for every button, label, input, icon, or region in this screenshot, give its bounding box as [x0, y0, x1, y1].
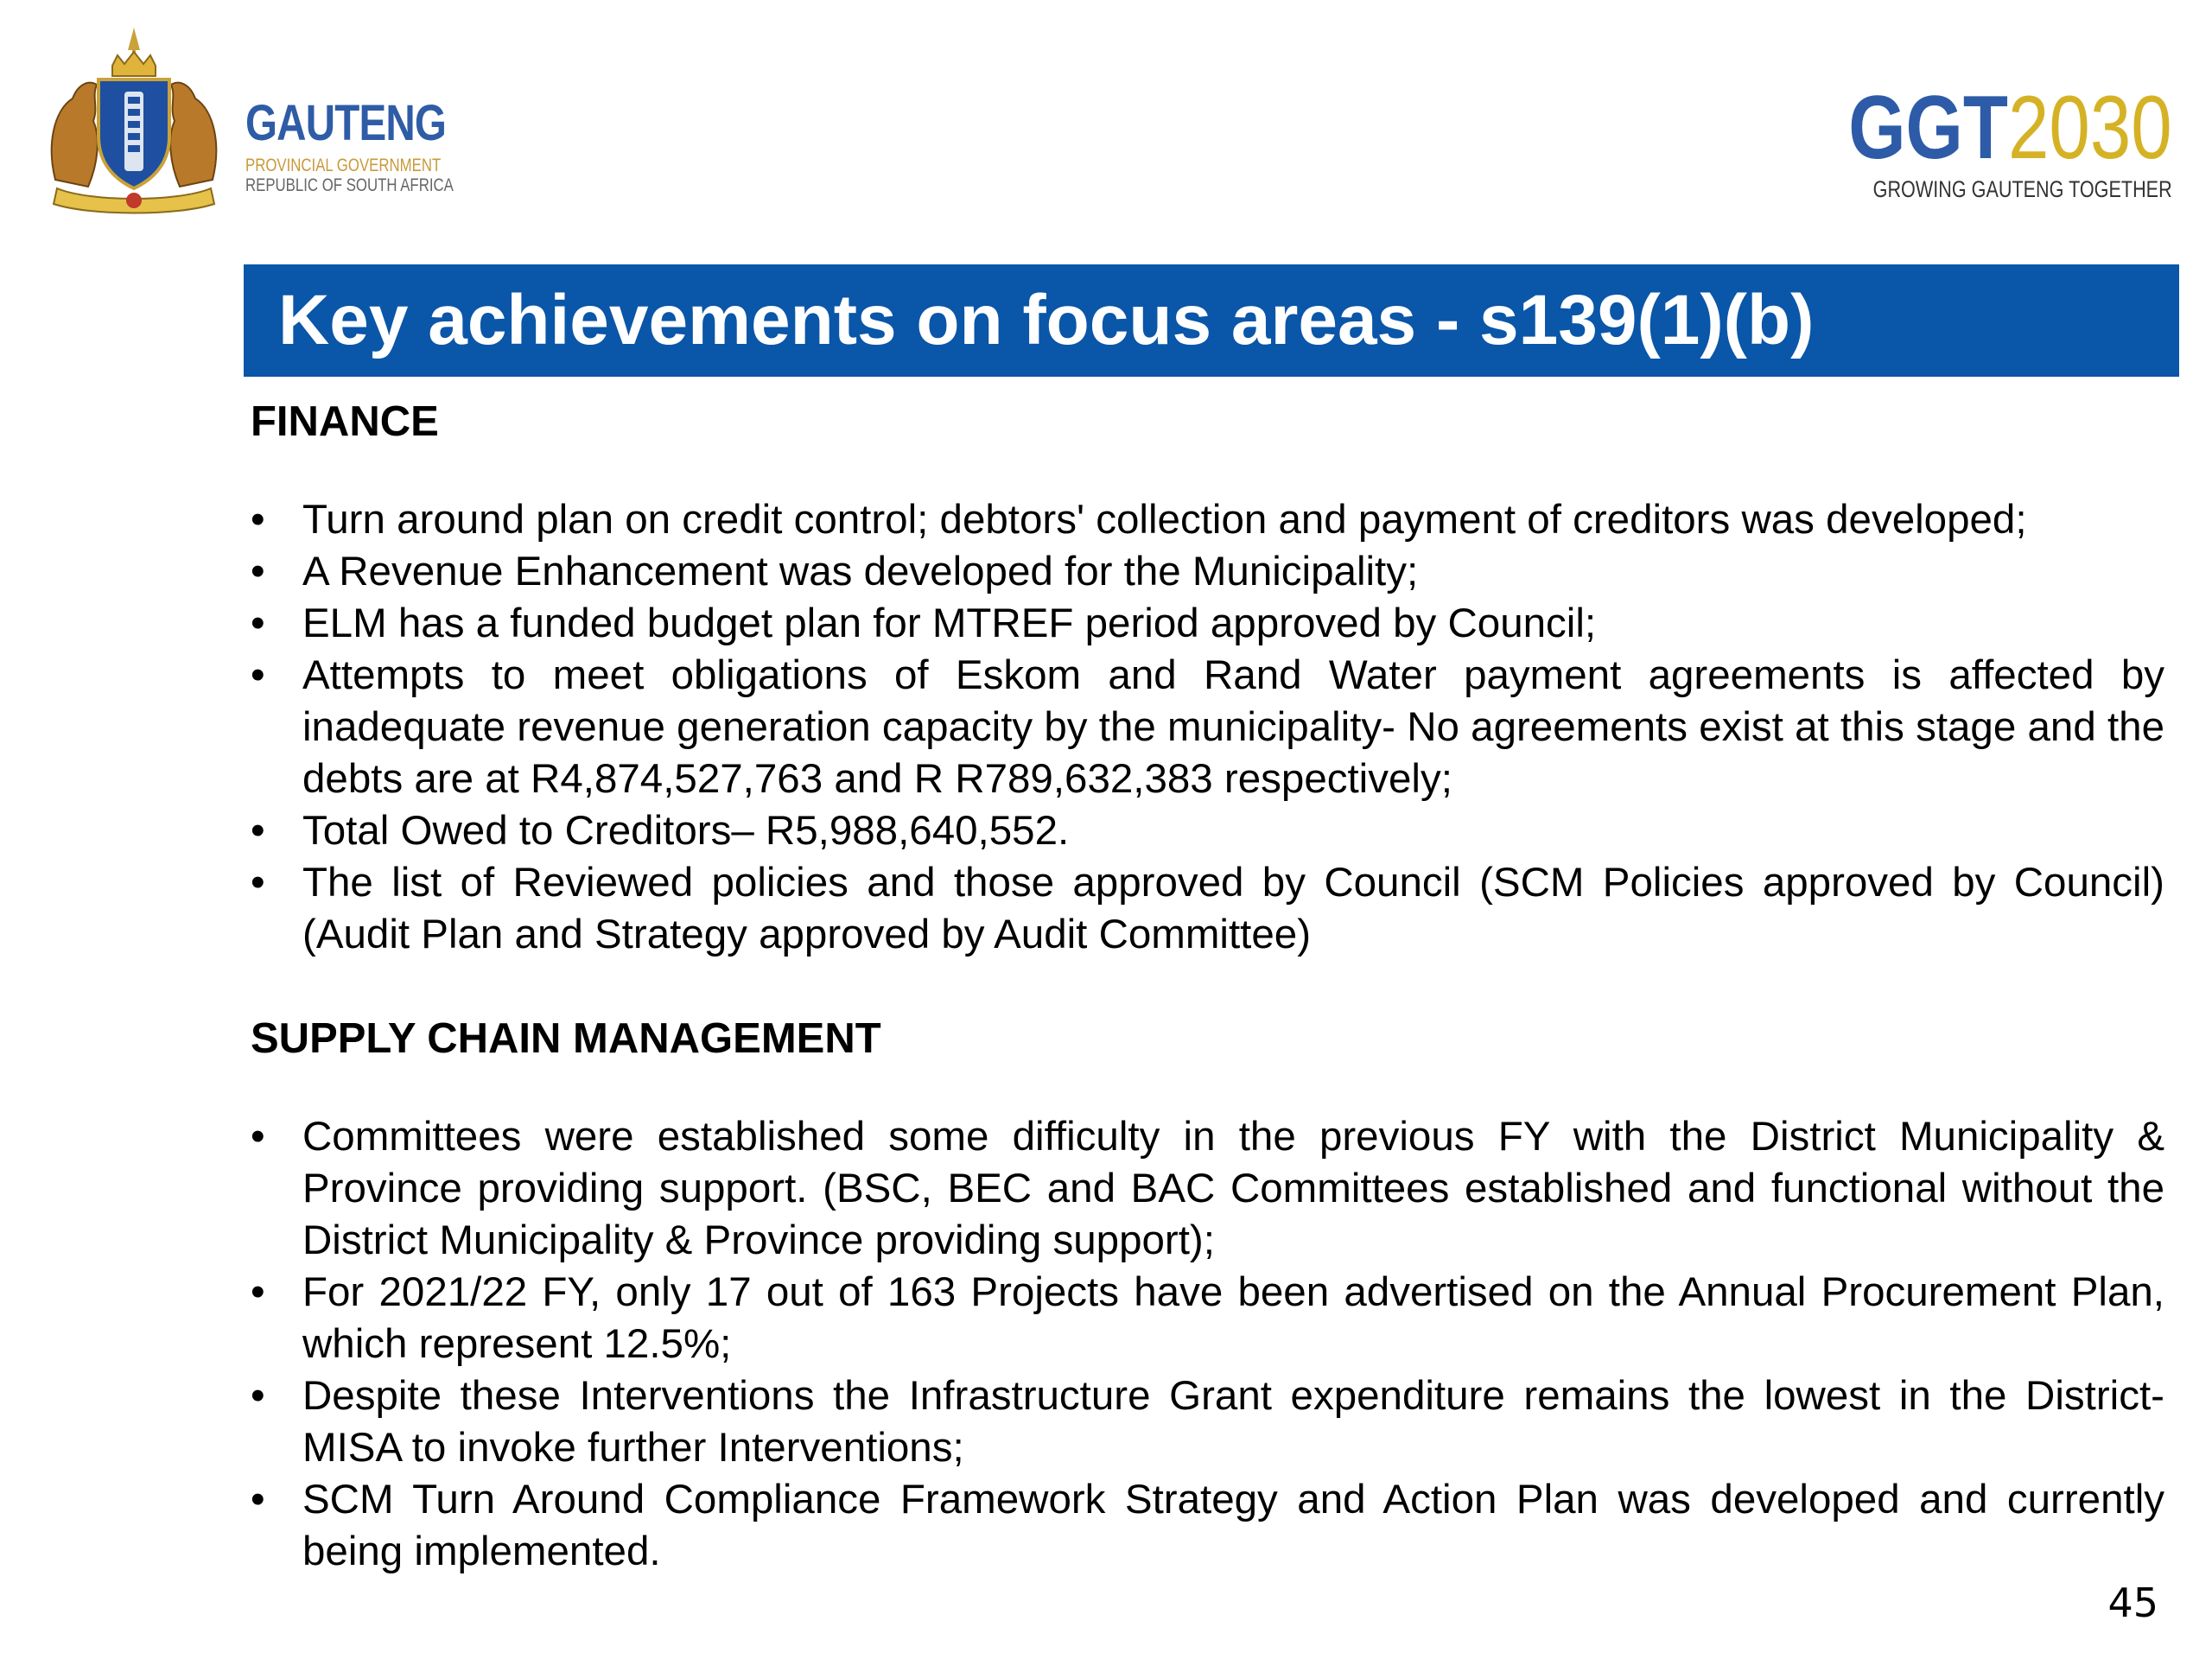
republic-label: REPUBLIC OF SOUTH AFRICA: [245, 175, 454, 196]
list-item: [251, 1267, 2164, 1370]
coat-of-arms-icon: [38, 24, 230, 214]
list-item-text: Total Owed to Creditors– R5,988,640,552.: [302, 808, 1070, 854]
bullet-icon: •: [251, 497, 265, 543]
ggt-tagline: GROWING GAUTENG TOGETHER: [1872, 176, 2172, 202]
list-item: [251, 546, 2164, 598]
list-item: [251, 1474, 2164, 1578]
slide-title: Key achievements on focus areas - s139(1)(b): [278, 281, 1815, 359]
bullet-icon: •: [251, 601, 265, 646]
list-item: [251, 1370, 2164, 1474]
bullet-icon: •: [251, 808, 265, 854]
list-item-text: Turn around plan on credit control; debtors' collection and payment of creditors was developed;: [302, 497, 2027, 543]
section-heading: FINANCE: [251, 398, 439, 445]
ggt2030-mark: [1848, 78, 2172, 178]
finance-section: [251, 389, 2164, 961]
list-item: [251, 805, 2164, 857]
ggt-mark-year: 2030: [2008, 78, 2172, 178]
list-item: [251, 857, 2164, 961]
bullet-icon: •: [251, 1114, 265, 1160]
list-item-text: SCM Turn Around Compliance Framework Strategy and Action Plan was developed and currently being implemented.: [302, 1477, 2164, 1574]
list-item-text: A Revenue Enhancement was developed for the Municipality;: [302, 549, 1419, 594]
list-item-text: Committees were established some difficulty in the previous FY with the District Municipality & Province providing support. (BSC, BEC and BAC Committees established and functional without the District Municipality & Province providing support);: [302, 1114, 2164, 1263]
provincial-government-label: PROVINCIAL GOVERNMENT: [245, 156, 442, 175]
bullet-icon: •: [251, 1269, 265, 1315]
bullet-icon: •: [251, 549, 265, 594]
finance-bullet-list: [251, 494, 2164, 961]
supply-chain-section: [251, 1006, 2164, 1578]
list-item: [251, 494, 2164, 546]
ggt2030-logo: [1777, 78, 2172, 203]
slide-content: [251, 389, 2164, 1578]
list-item: [251, 598, 2164, 650]
gauteng-name: GAUTENG: [245, 95, 447, 151]
page-number: 45: [2107, 1580, 2158, 1626]
bullet-icon: •: [251, 860, 265, 906]
list-item-text: ELM has a funded budget plan for MTREF period approved by Council;: [302, 601, 1597, 646]
scm-bullet-list: [251, 1111, 2164, 1578]
bullet-icon: •: [251, 652, 265, 698]
gauteng-logo-text: [245, 95, 505, 196]
list-item-text: For 2021/22 FY, only 17 out of 163 Projects have been advertised on the Annual Procurement Plan, which represent 12.5%;: [302, 1269, 2164, 1367]
section-heading: SUPPLY CHAIN MANAGEMENT: [251, 1015, 881, 1062]
list-item: [251, 650, 2164, 805]
ggt-mark-main: GGT: [1848, 78, 2009, 178]
gauteng-logo: [38, 19, 454, 218]
bullet-icon: •: [251, 1373, 265, 1419]
title-bar: [244, 264, 2179, 377]
list-item-text: Attempts to meet obligations of Eskom and Rand Water payment agreements is affected by inadequate revenue generation capacity by the municipality- No agreements exist at this stage and the debts are at R4,874,527,763 and R R789,632,383 respectively;: [302, 652, 2164, 802]
list-item-text: Despite these Interventions the Infrastructure Grant expenditure remains the lowest in the District- MISA to invoke further Interventions;: [302, 1373, 2164, 1471]
bullet-icon: •: [251, 1477, 265, 1522]
list-item: [251, 1111, 2164, 1267]
list-item-text: The list of Reviewed policies and those approved by Council (SCM Policies approved by Council) (Audit Plan and Strategy approved by Audit Committee): [302, 860, 2164, 957]
